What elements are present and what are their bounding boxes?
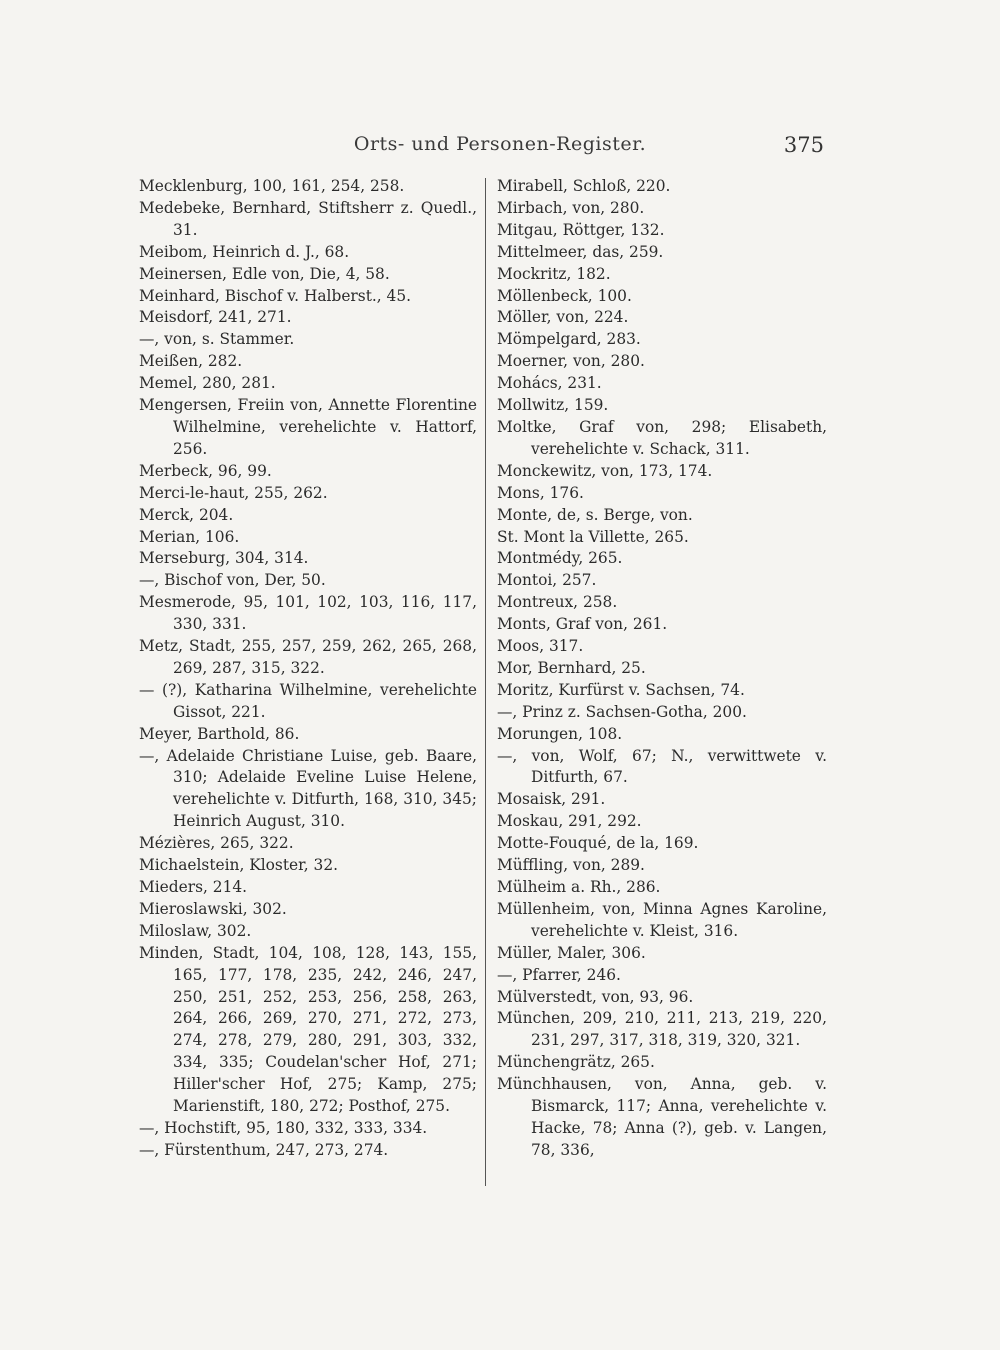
register-entry: Mesmerode, 95, 101, 102, 103, 116, 117, 330, 331. <box>139 593 477 634</box>
register-entry: Motte-Fouqué, de la, 169. <box>497 834 699 853</box>
register-entry: Moltke, Graf von, 298; Elisabeth, verehelichte v. Schack, 311. <box>497 417 827 458</box>
register-entry: Mömpelgard, 283. <box>497 330 641 349</box>
register-entry: Möller, von, 224. <box>497 308 629 327</box>
register-column-right <box>497 176 827 1162</box>
register-entry: Mülverstedt, von, 93, 96. <box>497 987 694 1006</box>
register-entry: —, von, s. Stammer. <box>139 330 295 349</box>
register-entry: Moos, 317. <box>497 637 584 656</box>
column-divider <box>485 178 486 1186</box>
register-entry: Mons, 176. <box>497 483 584 502</box>
register-entry: Montmédy, 265. <box>497 549 623 568</box>
register-entry: Mézières, 265, 322. <box>139 834 294 853</box>
register-entry: —, Pfarrer, 246. <box>497 965 621 984</box>
register-entry: Moskau, 291, 292. <box>497 812 642 831</box>
register-entry: Mirbach, von, 280. <box>497 198 645 217</box>
register-entry: Müller, Maler, 306. <box>497 943 646 962</box>
register-entry: Miloslaw, 302. <box>139 921 252 940</box>
register-entry: Metz, Stadt, 255, 257, 259, 262, 265, 268, 269, 287, 315, 322. <box>139 637 477 677</box>
register-entry: Mecklenburg, 100, 161, 254, 258. <box>139 177 405 195</box>
register-entry: — (?), Katharina Wilhelmine, verehelichte Gissot, 221. <box>139 680 477 721</box>
register-entry: Minden, Stadt, 104, 108, 128, 143, 155, 165, 177, 178, 235, 242, 246, 247, 250, 251, 252, 253, 256, 258, 263, 264, 266, 269, 270, 271, 272, 273, 274, 278, 279, 280, 291, 303, 332, 334, 335; Coudelan'scher Hof, 271; Hiller'scher Hof, 275; Kamp, 275; Marienstift, 180, 272; Posthof, 275. <box>139 943 477 1116</box>
register-entry: Mollwitz, 159. <box>497 396 609 415</box>
register-entry: Merci-le-haut, 255, 262. <box>139 483 328 502</box>
register-entry: Merian, 106. <box>139 527 240 546</box>
register-entry: Memel, 280, 281. <box>139 374 276 393</box>
page-header-title: Orts- und Personen-Register. <box>353 133 647 155</box>
register-entry: Müllenheim, von, Minna Agnes Karoline, verehelichte v. Kleist, 316. <box>497 899 827 940</box>
register-entry: Meinersen, Edle von, Die, 4, 58. <box>139 264 390 283</box>
register-entry: Mengersen, Freiin von, Annette Florentine Wilhelmine, verehelichte v. Hattorf, 256. <box>139 396 477 458</box>
register-entry: Montoi, 257. <box>497 571 597 590</box>
register-entry: Mockritz, 182. <box>497 264 611 283</box>
register-entry: Meinhard, Bischof v. Halberst., 45. <box>139 286 412 305</box>
register-entry: München, 209, 210, 211, 213, 219, 220, 231, 297, 317, 318, 319, 320, 321. <box>497 1009 827 1050</box>
register-entry: Merck, 204. <box>139 505 234 524</box>
register-entry: Michaelstein, Kloster, 32. <box>139 856 339 875</box>
register-entry: Mirabell, Schloß, 220. <box>497 177 671 195</box>
register-entry: Mor, Bernhard, 25. <box>497 658 646 677</box>
register-entry: —, von, Wolf, 67; N., verwittwete v. Ditfurth, 67. <box>497 746 827 787</box>
register-entry: Monte, de, s. Berge, von. <box>497 505 693 524</box>
register-entry: Monckewitz, von, 173, 174. <box>497 461 713 480</box>
register-entry: Mülheim a. Rh., 286. <box>497 878 661 896</box>
register-entry: Meißen, 282. <box>139 352 243 371</box>
register-entry: Morungen, 108. <box>497 724 623 743</box>
register-entry: Meyer, Barthold, 86. <box>139 724 300 743</box>
register-entry: Medebeke, Bernhard, Stiftsherr z. Quedl., 31. <box>139 198 477 239</box>
register-entry: Mosaisk, 291. <box>497 790 606 809</box>
register-entry: St. Mont la Villette, 265. <box>497 527 689 546</box>
register-entry: Mieroslawski, 302. <box>139 899 287 918</box>
register-entry: Mohács, 231. <box>497 374 602 393</box>
register-entry: Mieders, 214. <box>139 878 248 896</box>
register-entry: Mitgau, Röttger, 132. <box>497 220 665 239</box>
register-entry: Merbeck, 96, 99. <box>139 461 272 480</box>
register-entry: Moritz, Kurfürst v. Sachsen, 74. <box>497 680 745 699</box>
register-entry: —, Fürstenthum, 247, 273, 274. <box>139 1140 389 1159</box>
register-entry: Montreux, 258. <box>497 593 618 612</box>
register-column-left <box>139 176 477 1162</box>
register-entry: Meibom, Heinrich d. J., 68. <box>139 242 350 261</box>
register-entry: Moerner, von, 280. <box>497 352 645 371</box>
register-entry: Monts, Graf von, 261. <box>497 615 668 634</box>
register-entry: —, Adelaide Christiane Luise, geb. Baare, 310; Adelaide Eveline Luise Helene, verehelichte v. Ditfurth, 168, 310, 345; Heinrich August, 310. <box>139 746 477 831</box>
register-entry: Möllenbeck, 100. <box>497 286 632 305</box>
register-entry: Meisdorf, 241, 271. <box>139 308 292 327</box>
register-entry: Merseburg, 304, 314. <box>139 549 309 568</box>
register-entry: —, Prinz z. Sachsen-Gotha, 200. <box>497 702 747 721</box>
register-entry: Müffling, von, 289. <box>497 856 645 875</box>
register-entry: —, Hochstift, 95, 180, 332, 333, 334. <box>139 1118 428 1137</box>
register-entry: Mittelmeer, das, 259. <box>497 242 664 261</box>
register-entry: Münchengrätz, 265. <box>497 1053 655 1072</box>
page-number: 375 <box>783 133 824 157</box>
register-entry: Münchhausen, von, Anna, geb. v. Bismarck, 117; Anna, verehelichte v. Hacke, 78; Anna (?), geb. v. Langen, 78, 336, <box>497 1075 827 1159</box>
register-entry: —, Bischof von, Der, 50. <box>139 571 326 590</box>
